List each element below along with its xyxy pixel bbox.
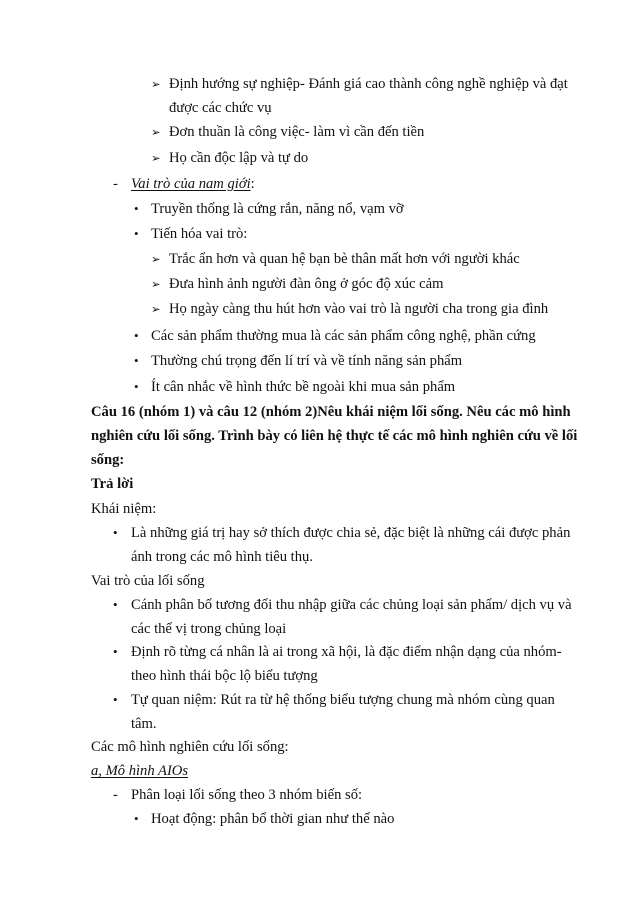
question-line3: sống: [91,452,125,468]
models-label: Các mô hình nghiên cứu lối sống: [91,739,289,755]
bullet-icon: • [134,379,139,394]
male-bullet-2: Tiến hóa vai trò: [151,226,248,242]
arrow-item-3: Họ cần độc lập và tự do [169,150,309,166]
bullet-icon: • [134,353,139,368]
bullet-icon: • [134,226,139,241]
evolution-item-3: Họ ngày càng thu hút hơn vào vai trò là người cha trong gia đình [169,301,549,317]
role-bullet-3-line2: tâm. [131,716,157,732]
bullet-icon: • [113,692,118,707]
dash-marker: - [113,176,118,192]
arrow-bullet-icon: ➢ [151,254,161,266]
male-role-heading [131,175,255,193]
male-bullet-4: Thường chú trọng đến lí trí và về tính năng sản phẩm [151,353,463,369]
bullet-icon: • [113,597,118,612]
concept-label: Khái niệm: [91,501,157,517]
dash-marker: - [113,787,118,803]
model-a-bullet-1: Hoạt động: phân bổ thời gian như thế nào [151,811,395,827]
bullet-icon: • [113,525,118,540]
concept-bullet-1-line2: ánh trong các mô hình tiêu thụ. [131,549,313,565]
role-bullet-2-line1: Định rõ từng cá nhân là ai trong xã hội, là đặc điểm nhận dạng của nhóm- [131,644,562,660]
role-bullet-1-line2: các thế vị trong chủng loại [131,621,287,637]
question-line2: nghiên cứu lối sống. Trình bày có liên hệ thực tế các mô hình nghiên cứu về lối [91,428,578,444]
male-bullet-5: Ít cân nhắc về hình thức bề ngoài khi mua sản phẩm [151,379,456,395]
male-role-colon: : [250,176,255,192]
evolution-item-1: Trắc ẩn hơn và quan hệ bạn bè thân mất hơn với người khác [169,251,520,267]
arrow-bullet-icon: ➢ [151,153,161,165]
arrow-bullet-icon: ➢ [151,279,161,291]
bullet-icon: • [134,328,139,343]
evolution-item-2: Đưa hình ảnh người đàn ông ở góc độ xúc cảm [169,276,444,292]
male-bullet-1: Truyền thống là cứng rắn, năng nổ, vạm vỡ [151,201,404,217]
question-line1: Câu 16 (nhóm 1) và câu 12 (nhóm 2)Nêu khái niệm lối sống. Nêu các mô hình [91,404,571,420]
model-a-title: a, Mô hình AIOs [91,763,189,779]
arrow-bullet-icon: ➢ [151,304,161,316]
arrow-item-2: Đơn thuần là công việc- làm vì cần đến tiền [169,124,425,140]
bullet-icon: • [113,644,118,659]
role-bullet-1-line1: Cánh phân bố tương đối thu nhập giữa các chủng loại sản phẩm/ dịch vụ và [131,597,572,613]
arrow-item-1-line2: được các chức vụ [169,100,272,116]
role-bullet-3-line1: Tự quan niệm: Rút ra từ hệ thống biểu tượng chung mà nhóm cùng quan [131,692,555,708]
arrow-item-1-line1: Định hướng sự nghiệp- Đánh giá cao thành công nghề nghiệp và đạt [169,76,568,92]
concept-bullet-1-line1: Là những giá trị hay sở thích được chia sẻ, đặc biệt là những cái được phản [131,525,571,541]
role-label: Vai trò của lối sống [91,573,205,589]
arrow-bullet-icon: ➢ [151,127,161,139]
model-a-dash-item: Phân loại lối sống theo 3 nhóm biến số: [131,787,363,803]
bullet-icon: • [134,811,139,826]
answer-label: Trả lời [91,476,134,492]
role-bullet-2-line2: theo hình thái bộc lộ biểu tượng [131,668,318,684]
arrow-bullet-icon: ➢ [151,79,161,91]
bullet-icon: • [134,201,139,216]
male-bullet-3: Các sản phẩm thường mua là các sản phẩm công nghệ, phần cứng [151,328,536,344]
male-role-title: Vai trò của nam giới [131,176,251,192]
